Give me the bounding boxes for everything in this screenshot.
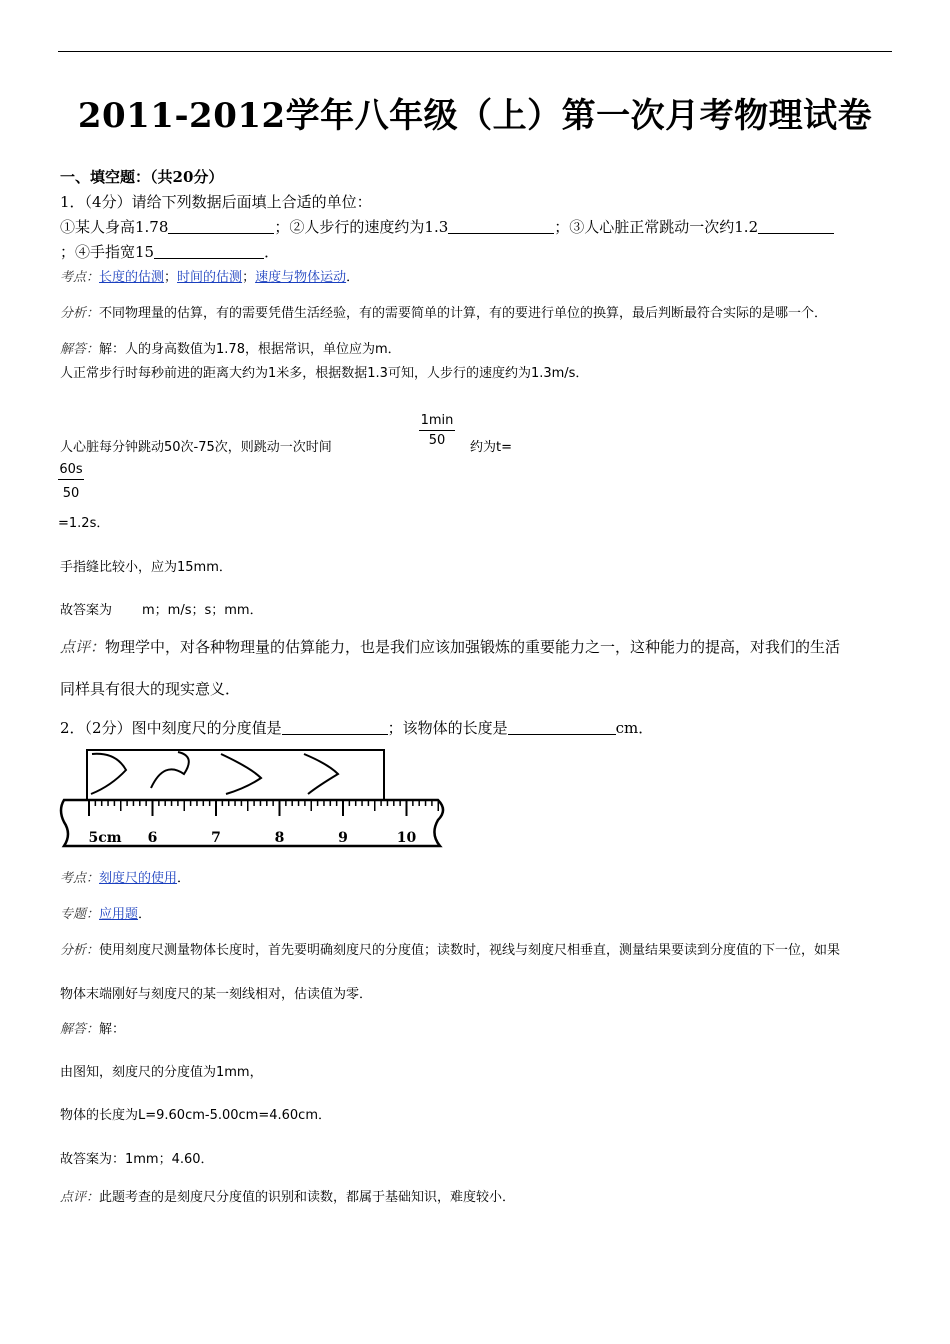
- ruler-label: 7: [211, 830, 221, 846]
- q1-dianping-2: 同样具有很大的现实意义．: [60, 680, 241, 698]
- kaodian-link-length[interactable]: 长度的估测: [99, 270, 165, 285]
- q2-line-2: 物体的长度为L=9.60cm-5.00cm=4.60cm．: [60, 1108, 331, 1123]
- q1-jieda-2: 人正常步行时每秒前进的距离大约为1米多，根据数据1.3可知，人步行的速度约为1.3m/s．: [60, 366, 589, 381]
- ruler-label: 9: [338, 830, 348, 846]
- q1-heart-text: 人心脏每分钟跳动50次-75次，则跳动一次时间: [60, 440, 332, 455]
- kaodian-link-time[interactable]: 时间的估测: [177, 270, 243, 285]
- ruler-figure: [56, 748, 448, 852]
- q2-line-3: 故答案为：1mm；4.60．: [60, 1152, 214, 1167]
- q1-finger: 手指缝比较小，应为15mm．: [60, 560, 232, 575]
- q2-dianping: 点评：此题考查的是刻度尺分度值的识别和读数，都属于基础知识，难度较小．: [60, 1190, 516, 1205]
- q1-blank-4[interactable]: [154, 243, 264, 259]
- kaodian-link-ruler[interactable]: 刻度尺的使用: [99, 871, 178, 886]
- q2-jieda: 解答：解：: [60, 1022, 126, 1037]
- section-heading: 一、填空题：（共20分）: [60, 168, 224, 186]
- q2-fenxi-2: 物体末端刚好与刻度尺的某一刻线相对，估读值为零．: [60, 987, 373, 1002]
- q2-kaodian: 考点：刻度尺的使用．: [60, 871, 191, 886]
- fraction-1min-50: 1min 50: [420, 413, 454, 448]
- header-rule: [58, 51, 892, 52]
- ruler-label: 10: [396, 830, 417, 846]
- q1-stem: 1．（4分）请给下列数据后面填上合适的单位：: [60, 193, 372, 211]
- kaodian-link-speed[interactable]: 速度与物体运动: [255, 270, 347, 285]
- ruler-label: 6: [147, 830, 158, 846]
- q1-line-2: ；④手指宽15 ．: [60, 243, 280, 261]
- q2-blank-1[interactable]: [282, 719, 388, 735]
- q1-line: ①某人身高1.78 ；②人步行的速度约为1.3 ；③人心脏正常跳动一次约1.2: [60, 216, 834, 237]
- measured-object: [87, 750, 384, 800]
- page-title: 2011-2012学年八年级（上）第一次月考物理试卷: [77, 96, 873, 136]
- ruler-label: 8: [274, 830, 285, 846]
- fraction-60s-50: 60s 50: [59, 462, 83, 501]
- q1-blank-3[interactable]: [758, 218, 834, 234]
- q1-blank-2[interactable]: [448, 218, 554, 234]
- q1-yuewei: 约为t=: [470, 440, 512, 455]
- q2-blank-2[interactable]: [508, 719, 616, 735]
- q1-answer: 故答案为 m；m/s；s；mm．: [60, 603, 263, 618]
- q2-fenxi: 分析：使用刻度尺测量物体长度时，首先要明确刻度尺的分度值；读数时，视线与刻度尺相垂直，测量结果要读到分度值的下一位，如果: [60, 943, 841, 958]
- q1-blank-1[interactable]: [168, 218, 274, 234]
- q2-stem: 2．（2分）图中刻度尺的分度值是 ；该物体的长度是 cm．: [60, 719, 654, 737]
- q1-result: =1.2s．: [58, 516, 110, 531]
- ruler-label: 5cm: [88, 830, 122, 846]
- q1-dianping: 点评：物理学中，对各种物理量的估算能力，也是我们应该加强锻炼的重要能力之一，这种能力的提高，对我们的生活: [60, 638, 841, 656]
- q2-line-1: 由图知，刻度尺的分度值为1mm，: [60, 1065, 263, 1080]
- q1-kaodian: 考点：长度的估测；时间的估测；速度与物体运动．: [60, 270, 360, 285]
- q2-zhuanti: 专题：应用题．: [60, 907, 152, 922]
- q1-jieda: 解答：解：人的身高数值为1.78，根据常识，单位应为m．: [60, 342, 401, 357]
- q1-fenxi: 分析：不同物理量的估算，有的需要凭借生活经验，有的需要简单的计算，有的要进行单位的换算，最后判断最符合实际的是哪一个．: [60, 306, 828, 321]
- zhuanti-link[interactable]: 应用题: [99, 907, 139, 922]
